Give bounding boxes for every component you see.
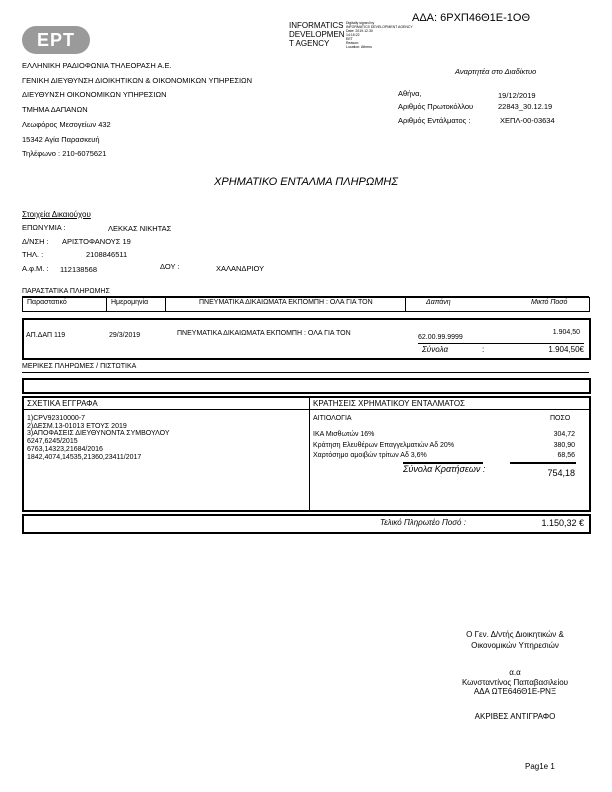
invoice-amount: 1.904,50 (552, 329, 580, 336)
org-block (22, 59, 252, 162)
ert-logo: ΕΡΤ (22, 26, 90, 54)
withholding-label: ΙΚΑ Μισθωτών 16% (313, 431, 375, 438)
org-line: ΓΕΝΙΚΗ ΔΙΕΥΘΥΝΣΗ ΔΙΟΙΚΗΤΙΚΩΝ & ΟΙΚΟΝΟΜΙΚΩΝ ΥΠΗΡΕΣΙΩΝ (22, 75, 253, 85)
signer-aa: α.α (509, 668, 521, 677)
divider (510, 462, 576, 464)
withholding-value: 68,56 (557, 452, 575, 459)
divider (405, 297, 406, 312)
signature-block (440, 629, 590, 651)
invoices-sum-colon: : (482, 345, 485, 354)
signature-line-7: Location: Athens (346, 45, 372, 49)
invoice-date: 29/3/2019 (109, 332, 141, 339)
withholding-value: 380,90 (553, 442, 575, 449)
ada-header: ΑΔΑ: 6ΡΧΠ46Θ1Ε-1ΟΘ (412, 12, 531, 24)
protocol-number: 22843_30.12.19 (498, 102, 553, 111)
doc-date: 19/12/2019 (498, 91, 536, 100)
partial-box (22, 378, 591, 394)
true-copy: ΑΚΡΙΒΕΣ ΑΝΤΙΓΡΑΦΟ (474, 712, 556, 721)
informatics-line-2: DEVELOPMEN (289, 30, 345, 39)
org-line: ΕΛΛΗΝΙΚΗ ΡΑΔΙΟΦΩΝΙΑ ΤΗΛΕΟΡΑΣΗ Α.Ε. (22, 61, 172, 70)
invoice-desc: ΠΝΕΥΜΑΤΙΚΑ ΔΙΚΑΙΩΜΑΤΑ ΕΚΠΟΜΠΗ : ΟΛΑ ΓΙΑ ΤΟΝ (177, 330, 351, 337)
beneficiary-heading: Στοιχεία Δικαιούχου (22, 210, 91, 219)
beneficiary-doy: ΧΑΛΑΝΔΡΙΟΥ (216, 264, 265, 273)
signature-line-3: Date: 2019.12.30 (346, 29, 373, 33)
related-doc: 1842,4074,14535,21360,23411/2017 (27, 453, 142, 461)
divider (24, 409, 589, 410)
withholdings-total-label: Σύνολα Κρατήσεων : (403, 464, 486, 474)
invoice-doc: ΑΠ.ΔΑΠ 119 (26, 332, 66, 339)
org-line: ΤΜΗΜΑ ΔΑΠΑΝΩΝ (22, 105, 88, 115)
page-number: Pag1e 1 (525, 762, 555, 771)
name-label: ΕΠΩΝΥΜΙΑ : (22, 223, 66, 232)
final-payable-box (22, 514, 591, 534)
withholdings-total: 754,18 (547, 468, 575, 478)
invoice-expense: 62.00.99.9999 (418, 334, 463, 341)
invoices-sum-label: Σύνολα (422, 345, 449, 354)
invoices-heading: ΠΑΡΑΣΤΑΤΙΚΑ ΠΛΗΡΩΜΗΣ (22, 288, 110, 295)
signer-name: Κωνσταντίνος Παπαβασιλείου (461, 677, 569, 687)
address-label: Δ/ΝΣΗ : (22, 237, 49, 246)
signer-role: Οικονομικών Υπηρεσιών (471, 641, 559, 650)
org-line: 15342 Αγία Παρασκευή (22, 134, 100, 144)
related-doc: 6247,6245/2015 (27, 438, 78, 446)
signer-ada: ΑΔΑ ΩΤΕ646Θ1Ε-ΡΝΞ (473, 687, 557, 696)
divider (418, 343, 584, 344)
withholding-label: Χαρτόσημο αμοιβών τρίτων Αδ 3,6% (313, 452, 427, 459)
final-payable-label: Τελικό Πληρωτέο Ποσό : (380, 518, 466, 527)
divider (309, 398, 310, 510)
partial-heading: ΜΕΡΙΚΕΣ ΠΛΗΡΩΜΕΣ / ΠΙΣΤΩΤΙΚΑ (22, 363, 137, 370)
final-payable-value: 1.150,32 € (541, 518, 584, 528)
related-doc: 1)CPV92310000-7 (27, 415, 85, 422)
signature-line-2: INFORMATICS DEVELOPMENT AGENCY (346, 25, 413, 29)
digital-signature-stamp (346, 21, 413, 49)
related-docs-list (27, 415, 170, 461)
signature-line-4: 14:15:22 (346, 33, 360, 37)
place-label: Αθήνα, (398, 89, 422, 98)
document-title: ΧΡΗΜΑΤΙΚΟ ΕΝΤΑΛΜΑ ΠΛΗΡΩΜΗΣ (214, 176, 398, 188)
invoices-sum-value: 1.904,50€ (548, 345, 584, 354)
posted-notice: Αναρτητέα στο Διαδίκτυο (455, 67, 537, 76)
col-reason: ΑΙΤΙΟΛΟΓΙΑ (313, 415, 352, 422)
beneficiary-afm: 112138568 (60, 265, 97, 274)
withholding-value: 304,72 (553, 431, 575, 438)
related-doc: 2)ΔΕΣΜ.13-01013 ΕΤΟΥΣ 2019 (27, 422, 127, 430)
withholding-label: Κράτηση Ελευθέρων Επαγγελματιών Αδ 20% (313, 442, 455, 449)
afm-label: Α.φ.Μ. : (22, 264, 49, 273)
beneficiary-name: ΛΕΚΚΑΣ ΝΙΚΗΤΑΣ (108, 224, 172, 233)
informatics-line-3: T AGENCY (289, 39, 330, 48)
org-line: ΔΙΕΥΘΥΝΣΗ ΟΙΚΟΝΟΜΙΚΩΝ ΥΠΗΡΕΣΙΩΝ (22, 90, 167, 100)
col-withholding-amount: ΠΟΣΟ (550, 415, 571, 422)
informatics-line-1: INFORMATICS (289, 21, 344, 30)
beneficiary-tel: 2108846511 (86, 250, 128, 259)
col-doc: Παραστατικό (27, 299, 67, 306)
divider (22, 372, 589, 373)
tel-label: ΤΗΛ. : (22, 250, 44, 259)
signature-line-1: Digitally signed by (346, 21, 375, 25)
col-amount: Μικτό Ποσό (531, 299, 568, 306)
related-doc: 6763,14323,21684/2016 (27, 445, 103, 453)
signature-line-6: Reason: (346, 41, 360, 45)
org-line: Λεωφόρος Μεσογείων 432 (22, 119, 111, 129)
col-desc: ΠΝΕΥΜΑΤΙΚΑ ΔΙΚΑΙΩΜΑΤΑ ΕΚΠΟΜΠΗ : ΟΛΑ ΓΙΑ ΤΟΝ (199, 299, 373, 306)
col-expense: Δαπάνη (426, 299, 451, 306)
protocol-label: Αριθμός Πρωτοκόλλου (398, 102, 474, 111)
doy-label: ΔΟΥ : (160, 262, 180, 271)
invoice-row-box (22, 318, 591, 360)
org-line: Τηλέφωνο : 210-6075621 (22, 149, 107, 159)
beneficiary-address: ΑΡΙΣΤΟΦΑΝΟΥΣ 19 (62, 237, 131, 246)
withholdings-heading: ΚΡΑΤΗΣΕΙΣ ΧΡΗΜΑΤΙΚΟΥ ΕΝΤΑΛΜΑΤΟΣ (313, 399, 465, 408)
order-label: Αριθμός Εντάλματος : (398, 116, 471, 125)
divider (106, 297, 107, 312)
order-number: ΧΕΠΛ-00-03634 (500, 116, 555, 125)
related-heading: ΣΧΕΤΙΚΑ ΕΓΓΡΑΦΑ (27, 399, 98, 408)
signer-role: Ο Γεν. Δ/ντής Διοικητικών & (466, 630, 564, 639)
related-doc: 3)ΑΠΟΦΑΣΕΙΣ ΔΙΕΥΘΥΝΟΝΤΑ ΣΥΜΒΟΥΛΟΥ (27, 430, 170, 438)
divider (165, 297, 166, 312)
signer-block (440, 668, 590, 697)
col-date: Ημερομηνία (111, 299, 149, 306)
informatics-label (289, 21, 345, 48)
signature-line-5: EET (346, 37, 353, 41)
